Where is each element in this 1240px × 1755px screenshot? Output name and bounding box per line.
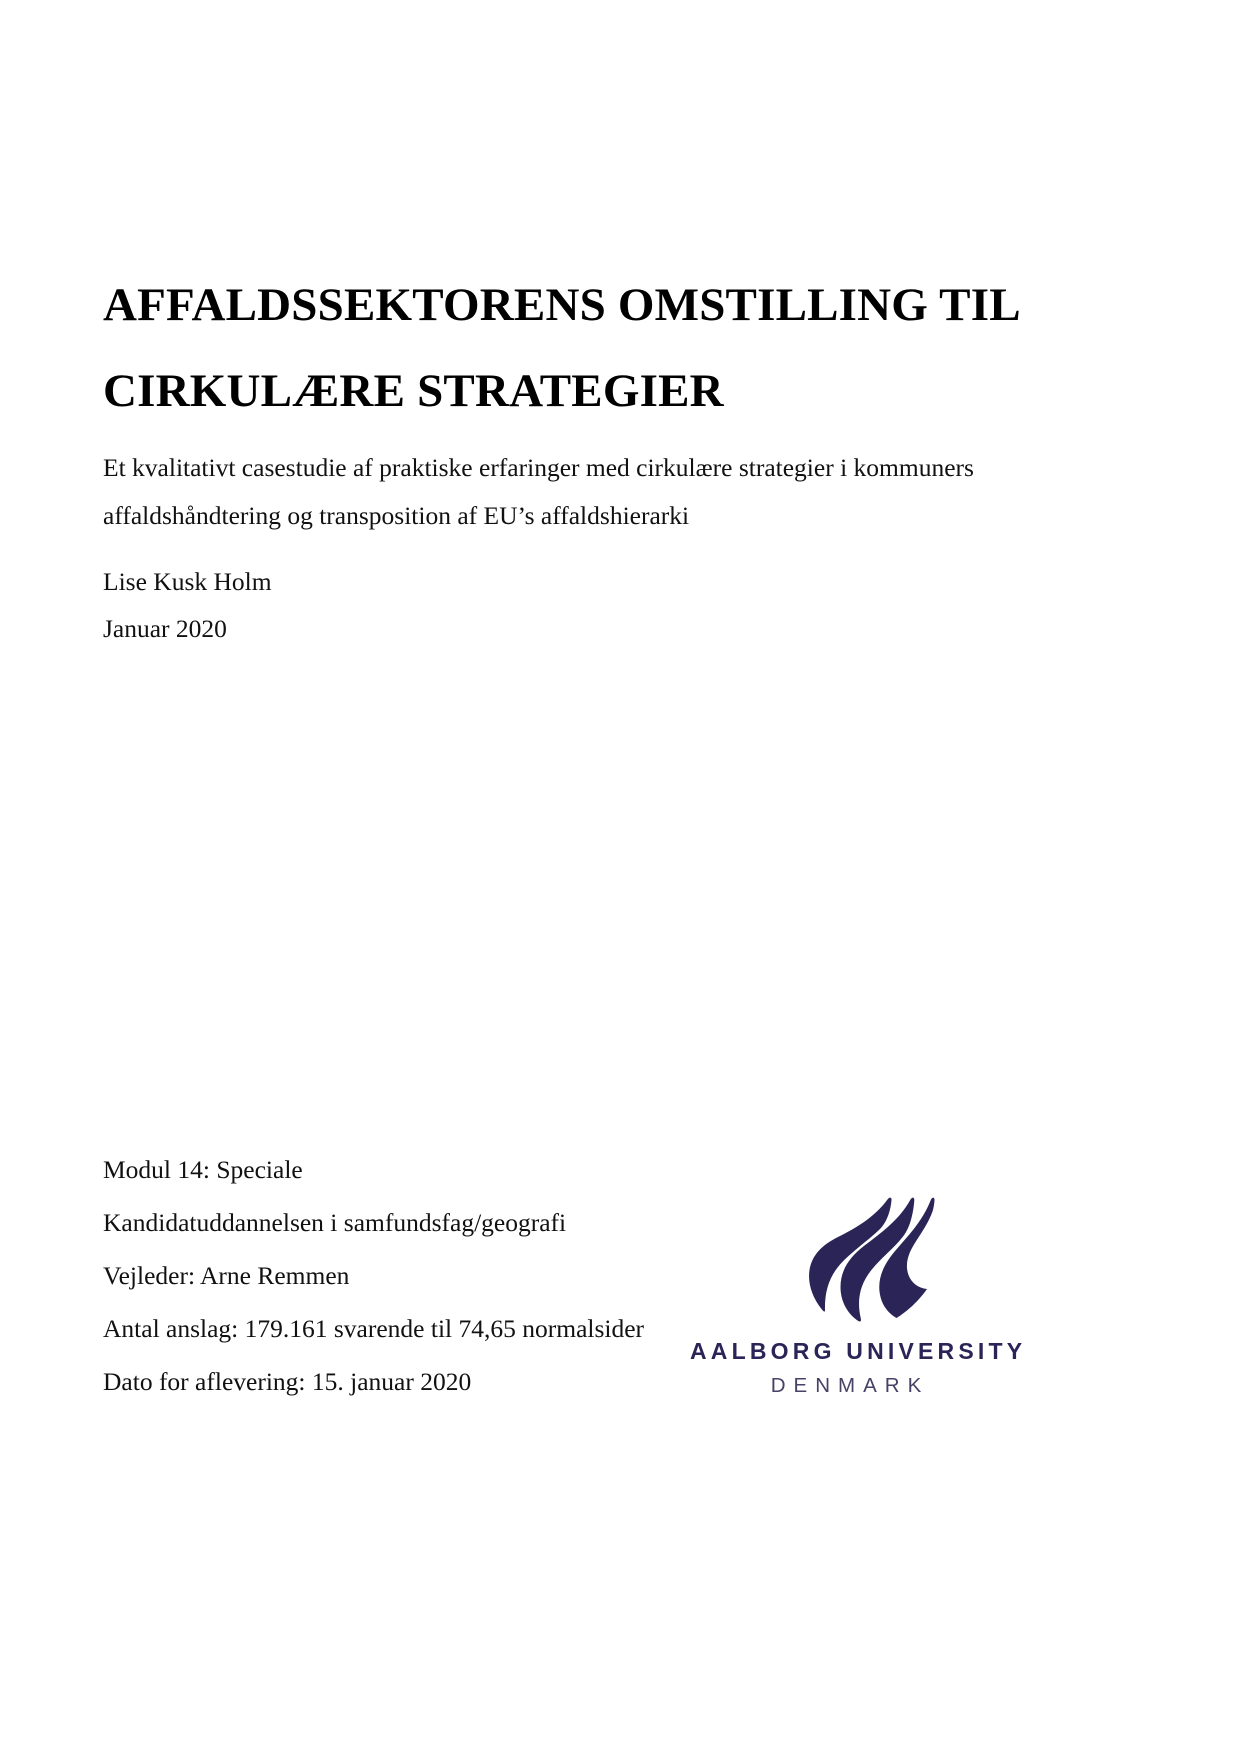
aalborg-swoosh-icon	[690, 1196, 1010, 1324]
author-block	[103, 558, 272, 652]
logo-country: DENMARK	[770, 1374, 930, 1397]
logo-wordmark: AALBORG UNIVERSITY	[690, 1338, 1027, 1364]
aalborg-university-logo	[690, 1196, 1027, 1398]
meta-character-count: Antal anslag: 179.161 svarende til 74,65 normalsider	[103, 1314, 645, 1343]
thesis-metadata	[103, 1143, 644, 1408]
meta-module: Modul 14: Speciale	[103, 1155, 303, 1184]
meta-programme: Kandidatuddannelsen i samfundsfag/geografi	[103, 1208, 567, 1237]
publication-date: Januar 2020	[103, 614, 227, 643]
subtitle-line-2: affaldshåndtering og transposition af EU’s affaldshierarki	[103, 501, 690, 530]
meta-supervisor: Vejleder: Arne Remmen	[103, 1261, 350, 1290]
meta-submission-date: Dato for aflevering: 15. januar 2020	[103, 1367, 472, 1396]
title-line-1: AFFALDSSEKTORENS OMSTILLING TIL	[103, 279, 1021, 331]
page-title	[103, 262, 1103, 434]
subtitle-line-1: Et kvalitativt casestudie af praktiske erfaringer med cirkulære strategier i kommuners	[103, 453, 974, 482]
author-name: Lise Kusk Holm	[103, 567, 272, 596]
title-line-2: CIRKULÆRE STRATEGIER	[103, 365, 724, 417]
page-subtitle	[103, 444, 1018, 540]
